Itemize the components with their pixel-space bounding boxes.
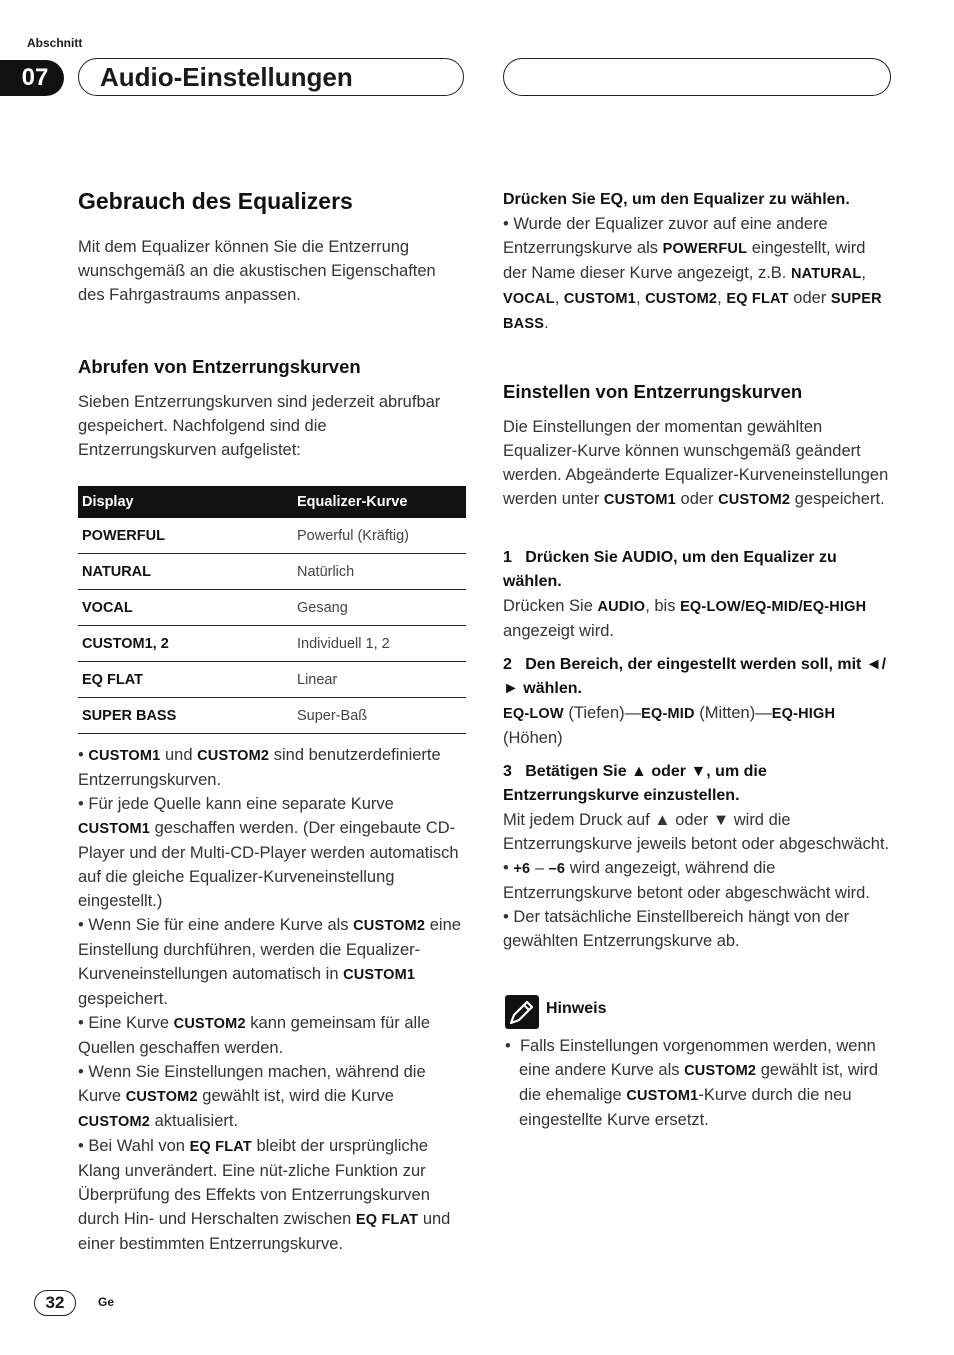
step-3-detail: Mit jedem Druck auf ▲ oder ▼ wird die Entzerrungskurve jeweils betont oder abgeschwächt. <box>503 811 890 853</box>
bullet-item: • Eine Kurve CUSTOM2 kann gemeinsam für alle Quellen geschaffen werden. <box>78 1014 431 1057</box>
step-3-instruction: 3 Betätigen Sie ▲ oder ▼, um die Entzerrungskurve einzustellen. <box>503 763 767 804</box>
left-heading-block <box>78 186 466 216</box>
section-heading: Gebrauch des Equalizers <box>78 188 353 214</box>
table-cell-curve: Powerful (Kräftig) <box>293 518 466 554</box>
language-code: Ge <box>98 1295 115 1309</box>
bullet-item: • Der tatsächliche Einstellbereich hängt von der gewählten Entzerrungskurve ab. <box>503 908 850 950</box>
table-cell-curve: Linear <box>293 662 466 698</box>
bullet-item: • Bei Wahl von EQ FLAT bleibt der ursprüngliche Klang unverändert. Eine nüt-zliche Funktion zur Überprüfung des Effekts von Entzerrungskurven durch Hin- und Herschalten zwischen EQ FLAT und einer bestimmten Entzerrungskurve. <box>78 1137 451 1253</box>
step-1-detail: Drücken Sie AUDIO, bis EQ-LOW/EQ-MID/EQ-HIGH angezeigt wird. <box>503 597 867 640</box>
left-intro <box>78 235 466 307</box>
bullet-item: • CUSTOM1 und CUSTOM2 sind benutzerdefinierte Entzerrungskurven. <box>78 746 441 789</box>
table-cell-curve: Gesang <box>293 590 466 626</box>
note-label: Hinweis <box>546 1000 607 1017</box>
table-row <box>78 518 466 554</box>
sub-heading: Abrufen von Entzerrungskurven <box>78 356 361 377</box>
table-cell-display: POWERFUL <box>78 518 293 554</box>
press-eq-instruction: Drücken Sie EQ, um den Equalizer zu wählen. <box>503 191 850 208</box>
right-header-frame <box>503 58 891 96</box>
step-3 <box>503 760 893 953</box>
table-row <box>78 626 466 662</box>
step-1 <box>503 546 893 643</box>
table-row <box>78 698 466 734</box>
table-header-row <box>78 486 466 518</box>
bullet-item: • Wenn Sie Einstellungen machen, während die Kurve CUSTOM2 gewählt ist, wird die Kurve CUSTOM2 aktualisiert. <box>78 1063 426 1130</box>
bullet-item: • Für jede Quelle kann eine separate Kurve CUSTOM1 geschaffen werden. (Der eingebaute CD-Player und der Multi-CD-Player werden automatisch auf die gleiche Equalizer-Kurveneinstellung eingestellt.) <box>78 795 459 910</box>
equalizer-table <box>78 486 466 734</box>
table-row <box>78 662 466 698</box>
table-cell-curve: Individuell 1, 2 <box>293 626 466 662</box>
table-cell-display: SUPER BASS <box>78 698 293 734</box>
table-header-curve: Equalizer-Kurve <box>293 486 466 518</box>
left-bullet-list <box>78 743 466 1256</box>
table-row <box>78 554 466 590</box>
intro-paragraph: Mit dem Equalizer können Sie die Entzerrung wunschgemäß an die akustischen Eigenschaften des Fahrgastraums anpassen. <box>78 238 436 304</box>
note-text: • Falls Einstellungen vorgenommen werden, wenn eine andere Kurve als CUSTOM2 gewählt ist, wird die ehemalige CUSTOM1-Kurve durch die neu eingestellte Kurve ersetzt. <box>505 1037 879 1129</box>
table-cell-display: VOCAL <box>78 590 293 626</box>
right-subheading-block <box>503 379 893 405</box>
left-sub-intro <box>78 390 466 462</box>
left-subheading-block <box>78 354 466 380</box>
press-eq-block <box>503 188 893 336</box>
sub-intro-paragraph: Die Einstellungen der momentan gewählten Equalizer-Kurve können wunschgemäß geändert werden. Abgeänderte Equalizer-Kurveneinstellungen werden unter CUSTOM1 oder CUSTOM2 gespeichert. <box>503 418 889 508</box>
table-cell-display: NATURAL <box>78 554 293 590</box>
step-2 <box>503 653 893 750</box>
table-cell-curve: Natürlich <box>293 554 466 590</box>
page-number: 32 <box>34 1290 76 1316</box>
step-1-instruction: 1 Drücken Sie AUDIO, um den Equalizer zu wählen. <box>503 549 837 590</box>
equalizer-table-wrap <box>78 486 466 734</box>
note-pencil-icon <box>505 995 539 1029</box>
table-header-display: Display <box>78 486 293 518</box>
step-2-instruction: 2 Den Bereich, der eingestellt werden soll, mit ◄/► wählen. <box>503 656 887 697</box>
sub-intro-paragraph: Sieben Entzerrungskurven sind jederzeit abrufbar gespeichert. Nachfolgend sind die Entzerrungskurven aufgelistet: <box>78 393 441 459</box>
bullet-item: • +6 – –6 wird angezeigt, während die Entzerrungskurve betont oder abgeschwächt wird. <box>503 859 870 902</box>
note-body <box>505 1034 893 1132</box>
chapter-number-badge: 07 <box>0 60 64 96</box>
bullet-item: • Wenn Sie für eine andere Kurve als CUSTOM2 eine Einstellung durchführen, werden die Equalizer-Kurveneinstellungen automatisch in CUSTOM1 gespeichert. <box>78 916 461 1008</box>
step-2-detail: EQ-LOW (Tiefen)—EQ-MID (Mitten)—EQ-HIGH (Höhen) <box>503 704 836 747</box>
table-row <box>78 590 466 626</box>
bullet-item: • Wurde der Equalizer zuvor auf eine andere Entzerrungskurve als POWERFUL eingestellt, wird der Name dieser Kurve angezeigt, z.B. NATURAL, VOCAL, CUSTOM1, CUSTOM2, EQ FLAT oder SUPER BASS. <box>503 215 882 332</box>
section-label: Abschnitt <box>27 36 83 50</box>
table-cell-display: EQ FLAT <box>78 662 293 698</box>
table-cell-display: CUSTOM1, 2 <box>78 626 293 662</box>
sub-heading: Einstellen von Entzerrungskurven <box>503 381 803 402</box>
table-cell-curve: Super-Baß <box>293 698 466 734</box>
chapter-title: Audio-Einstellungen <box>100 62 353 92</box>
right-sub-intro <box>503 415 893 512</box>
